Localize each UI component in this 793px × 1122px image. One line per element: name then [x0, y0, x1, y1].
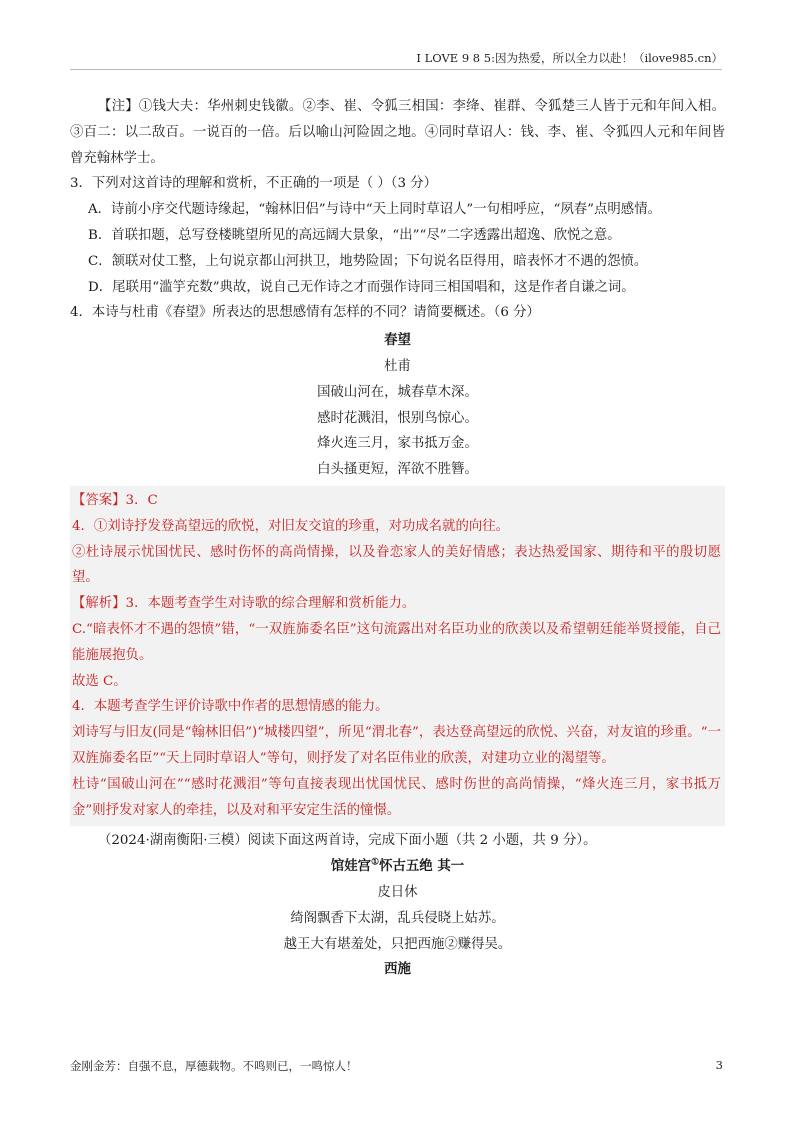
footnote-marker: ①	[371, 857, 380, 868]
document-body	[70, 94, 725, 983]
question-4-stem: 4．本诗与杜甫《春望》所表达的思想感情有怎样的不同？请简要概述。（6 分）	[70, 305, 540, 321]
poem-line: 感时花溅泪，恨别鸟惊心。	[317, 410, 478, 426]
question-3-stem: 3．下列对这首诗的理解和赏析，不正确的一项是（ ）（3 分）	[70, 176, 438, 192]
poem-title-part: 怀古五绝 其一	[379, 858, 465, 875]
poem-title: 春望	[384, 332, 411, 349]
question-3-option-d: D．尾联用“滥竽充数”典故，说自己无作诗之才而强作诗同三相国唱和，这是作者自谦之词。	[88, 279, 635, 295]
annotation-note: 【注】①钱大夫：华州刺史钱徽。②李、崔、令狐三相国：李绛、崔群、令狐楚三人皆于元和年间入相。③百二：以二敌百。一说百的一倍。后以喻山河险固之地。④同时草诏人：钱、李、崔、令狐四人元和年间皆曾充翰林学士。	[70, 99, 725, 166]
analysis-line: 【解析】3．本题考查学生对诗歌的综合理解和赏析能力。	[72, 596, 416, 612]
answer-section	[70, 486, 725, 826]
footer-motto: 金刚金芳：自强不息，厚德载物。不鸣则已，一鸣惊人！	[70, 1059, 358, 1073]
poem-line: 越王大有堪羞处，只把西施②赚得吴。	[283, 936, 512, 952]
poem-line: 白头搔更短，浑欲不胜簪。	[317, 462, 478, 478]
answer-line: 【答案】3．C	[72, 492, 158, 508]
poem-author: 皮日休	[377, 884, 418, 900]
page-number: 3	[715, 1058, 723, 1072]
poem-author: 杜甫	[384, 358, 411, 374]
answer-line: ②杜诗展示忧国忧民、感时伤怀的高尚情操，以及眷恋家人的美好情感；表达热爱国家、期待和平的殷切愿望。	[72, 544, 721, 586]
answer-line: 4．①刘诗抒发登高望远的欣悦，对旧友交谊的珍重，对功成名就的向往。	[72, 518, 510, 534]
question-3-option-b: B．首联扣题，总写登楼眺望所见的高远阔大景象，“出”“尽”二字透露出超逸、欣悦之意。	[88, 227, 621, 243]
header-divider	[70, 69, 722, 70]
page-header: I LOVE 9 8 5:因为热爱，所以全力以赴！（ilove985.cn）	[416, 51, 723, 65]
analysis-line: 故选 C。	[72, 673, 127, 689]
question-3-option-a: A．诗前小序交代题诗缘起，“翰林旧侣”与诗中“天上同时草诏人”一句相呼应，“夙春”点明感情。	[88, 202, 661, 218]
analysis-line: 4．本题考查学生评价诗歌中作者的思想情感的能力。	[72, 699, 389, 715]
reading-intro: （2024·湖南衡阳·三模）阅读下面这两首诗，完成下面小题（共 2 小题，共 9 分）。	[98, 833, 597, 849]
poem-title: 西施	[384, 961, 411, 978]
poem-title-part: 馆娃宫	[330, 858, 372, 875]
analysis-line: 杜诗“国破山河在”“感时花溅泪”等句直接表现出忧国忧民、感时伤世的高尚情操，“烽火连三月，家书抵万金”则抒发对家人的牵挂，以及对和平安定生活的憧憬。	[72, 776, 721, 818]
page-footer	[70, 1058, 723, 1074]
poem-line: 国破山河在，城春草木深。	[317, 384, 478, 400]
poem-title	[70, 854, 725, 880]
question-3-option-c: C．颔联对仗工整，上句说京都山河拱卫，地势险固；下句说名臣得用，暗表怀才不遇的怨愤。	[88, 253, 648, 269]
poem-line: 绮阁飘香下太湖，乱兵侵晓上姑苏。	[290, 910, 505, 926]
poem-line: 烽火连三月，家书抵万金。	[317, 436, 478, 452]
analysis-line: 刘诗写与旧友(同是“翰林旧侣”)“城楼四望”，所见“渭北春”，表达登高望远的欣悦、兴奋，对友谊的珍重。“一双旌旆委名臣”“天上同时草诏人”等句，则抒发了对名臣伟业的欣羡，对建功立业的渴望等。	[72, 725, 721, 766]
analysis-line: C.“暗表怀才不遇的怨愤”错，“一双旌旆委名臣”这句流露出对名臣功业的欣羡以及希望朝廷能举贤授能，自己能施展抱负。	[72, 621, 721, 663]
